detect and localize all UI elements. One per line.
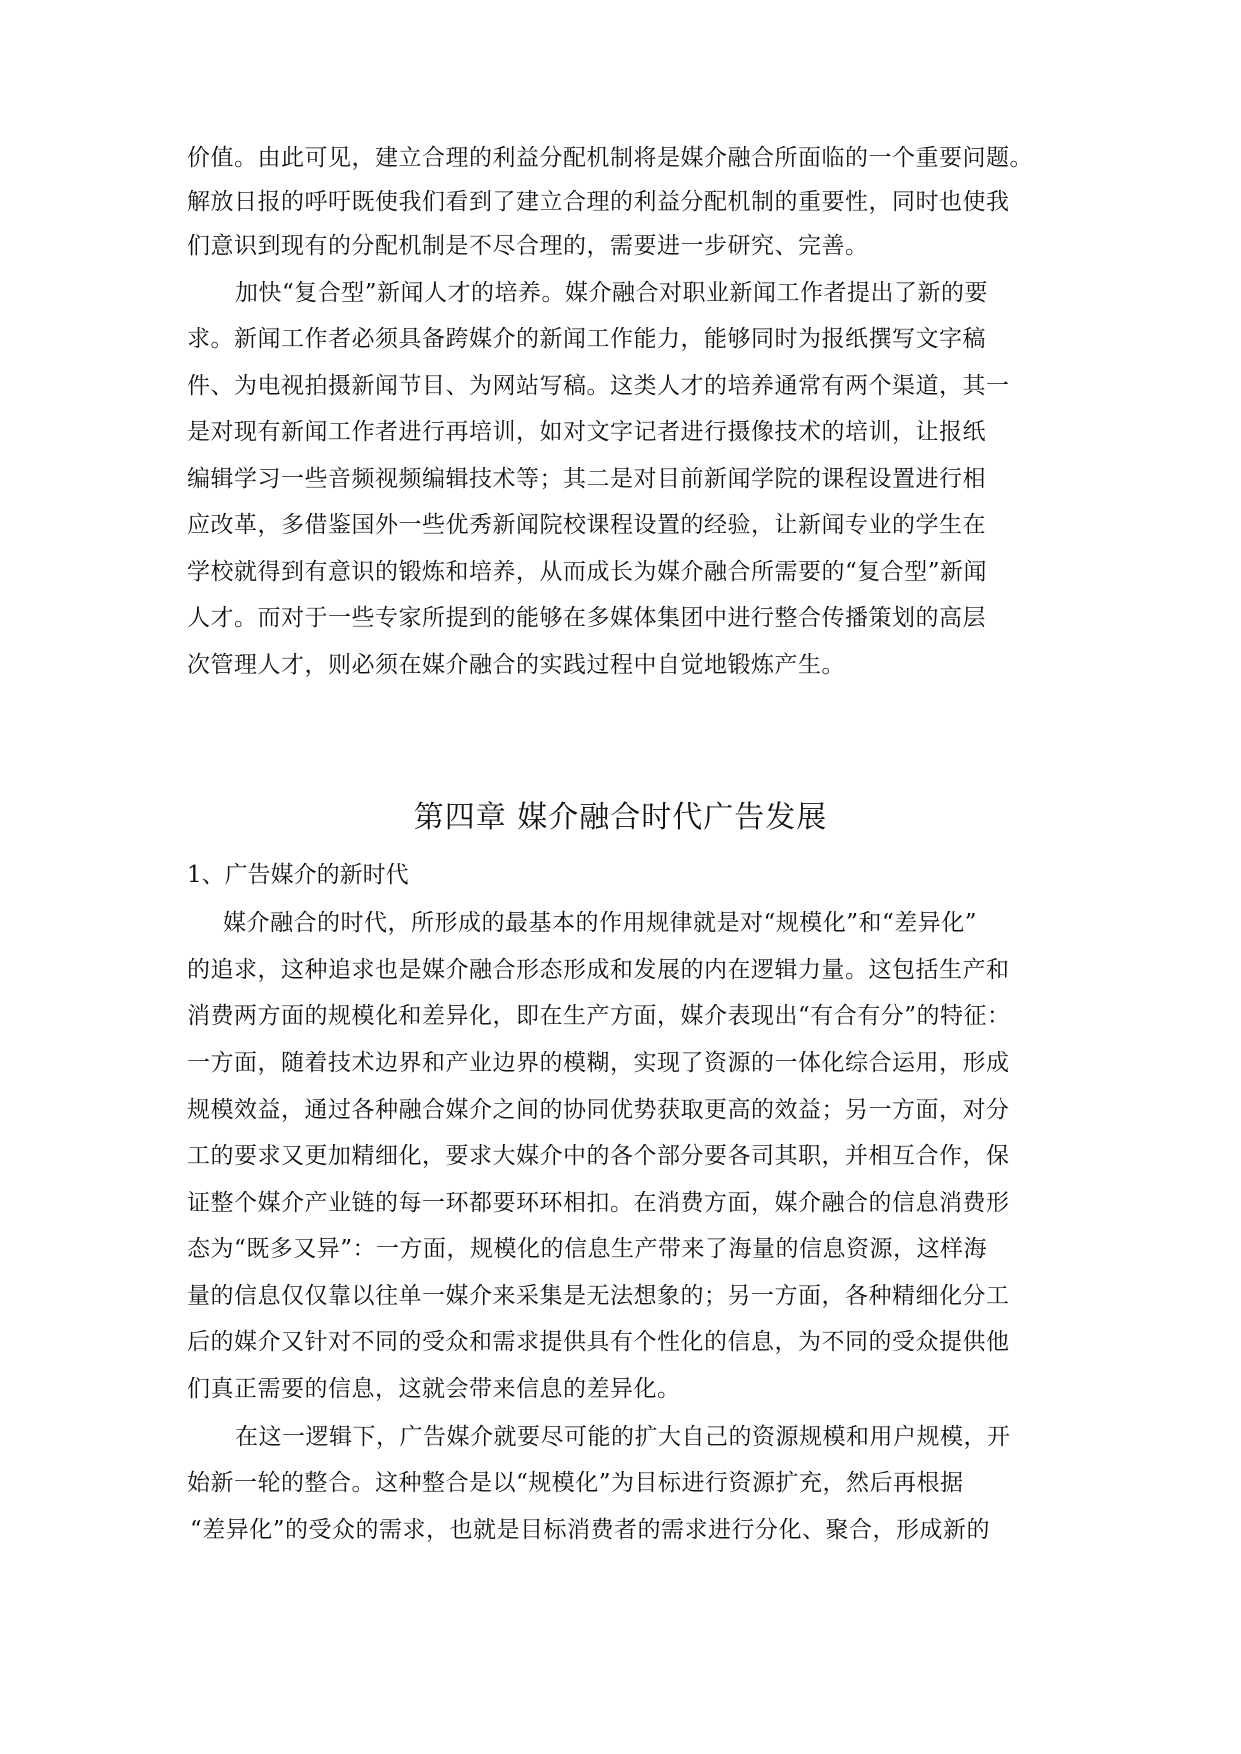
- section-heading: 1、广告媒介的新时代: [187, 862, 409, 888]
- paragraph4-line-2: 始新一轮的整合。这种整合是以“规模化”为目标进行资源扩充，然后再根据: [187, 1470, 964, 1496]
- paragraph3-line-10: 后的媒介又针对不同的受众和需求提供具有个性化的信息，为不同的受众提供他: [187, 1329, 1010, 1355]
- paragraph2-line-4: 是对现有新闻工作者进行再培训，如对文字记者进行摄像技术的培训，让报纸: [187, 419, 986, 445]
- paragraph2-line-1: 加快“复合型”新闻人才的培养。媒介融合对职业新闻工作者提出了新的要: [235, 280, 989, 306]
- paragraph2-line-7: 学校就得到有意识的锻炼和培养，从而成长为媒介融合所需要的“复合型”新闻: [187, 559, 988, 585]
- paragraph3-line-7: 证整个媒介产业链的每一环都要环环相扣。在消费方面，媒介融合的信息消费形: [187, 1190, 1010, 1216]
- paragraph3-line-11: 们真正需要的信息，这就会带来信息的差异化。: [187, 1376, 681, 1402]
- paragraph2-line-3: 件、为电视拍摄新闻节目、为网站写稿。这类人才的培养通常有两个渠道，其一: [187, 373, 1010, 399]
- paragraph3-line-2: 的追求，这种追求也是媒介融合形态形成和发展的内在逻辑力量。这包括生产和: [187, 957, 1010, 983]
- paragraph2-line-5: 编辑学习一些音频视频编辑技术等；其二是对目前新闻学院的课程设置进行相: [187, 466, 986, 492]
- paragraph3-line-8: 态为“既多又异”：一方面，规模化的信息生产带来了海量的信息资源，这样海: [187, 1236, 988, 1262]
- paragraph2-line-2: 求。新闻工作者必须具备跨媒介的新闻工作能力，能够同时为报纸撰写文字稿: [187, 326, 986, 352]
- paragraph2-line-8: 人才。而对于一些专家所提到的能够在多媒体集团中进行整合传播策划的高层: [187, 605, 986, 631]
- paragraph3-line-3: 消费两方面的规模化和差异化，即在生产方面，媒介表现出“有合有分”的特征：: [187, 1003, 1011, 1029]
- paragraph3-line-9: 量的信息仅仅靠以往单一媒介来采集是无法想象的；另一方面，各种精细化分工: [187, 1283, 1010, 1309]
- paragraph2-line-9: 次管理人才，则必须在媒介融合的实践过程中自觉地锻炼产生。: [187, 652, 845, 678]
- paragraph3-line-6: 工的要求又更加精细化，要求大媒介中的各个部分要各司其职，并相互合作，保: [187, 1143, 1010, 1169]
- chapter-title: 第四章 媒介融合时代广告发展: [413, 800, 828, 835]
- paragraph1-line-1: 价值。由此可见，建立合理的利益分配机制将是媒介融合所面临的一个重要问题。: [187, 145, 1033, 171]
- paragraph2-line-6: 应改革，多借鉴国外一些优秀新闻院校课程设置的经验，让新闻专业的学生在: [187, 512, 986, 538]
- paragraph4-line-1: 在这一逻辑下，广告媒介就要尽可能的扩大自己的资源规模和用户规模，开: [235, 1424, 1011, 1450]
- paragraph1-line-3: 们意识到现有的分配机制是不尽合理的，需要进一步研究、完善。: [187, 233, 869, 259]
- paragraph3-line-1: 媒介融合的时代，所形成的最基本的作用规律就是对“规模化”和“差异化”: [223, 910, 978, 936]
- paragraph4-line-3: “差异化”的受众的需求，也就是目标消费者的需求进行分化、聚合，形成新的: [190, 1517, 991, 1543]
- paragraph3-line-4: 一方面，随着技术边界和产业边界的模糊，实现了资源的一体化综合运用，形成: [187, 1050, 1010, 1076]
- paragraph1-line-2: 解放日报的呼吁既使我们看到了建立合理的利益分配机制的重要性，同时也使我: [187, 189, 1010, 215]
- paragraph3-line-5: 规模效益，通过各种融合媒介之间的协同优势获取更高的效益；另一方面，对分: [187, 1097, 1010, 1123]
